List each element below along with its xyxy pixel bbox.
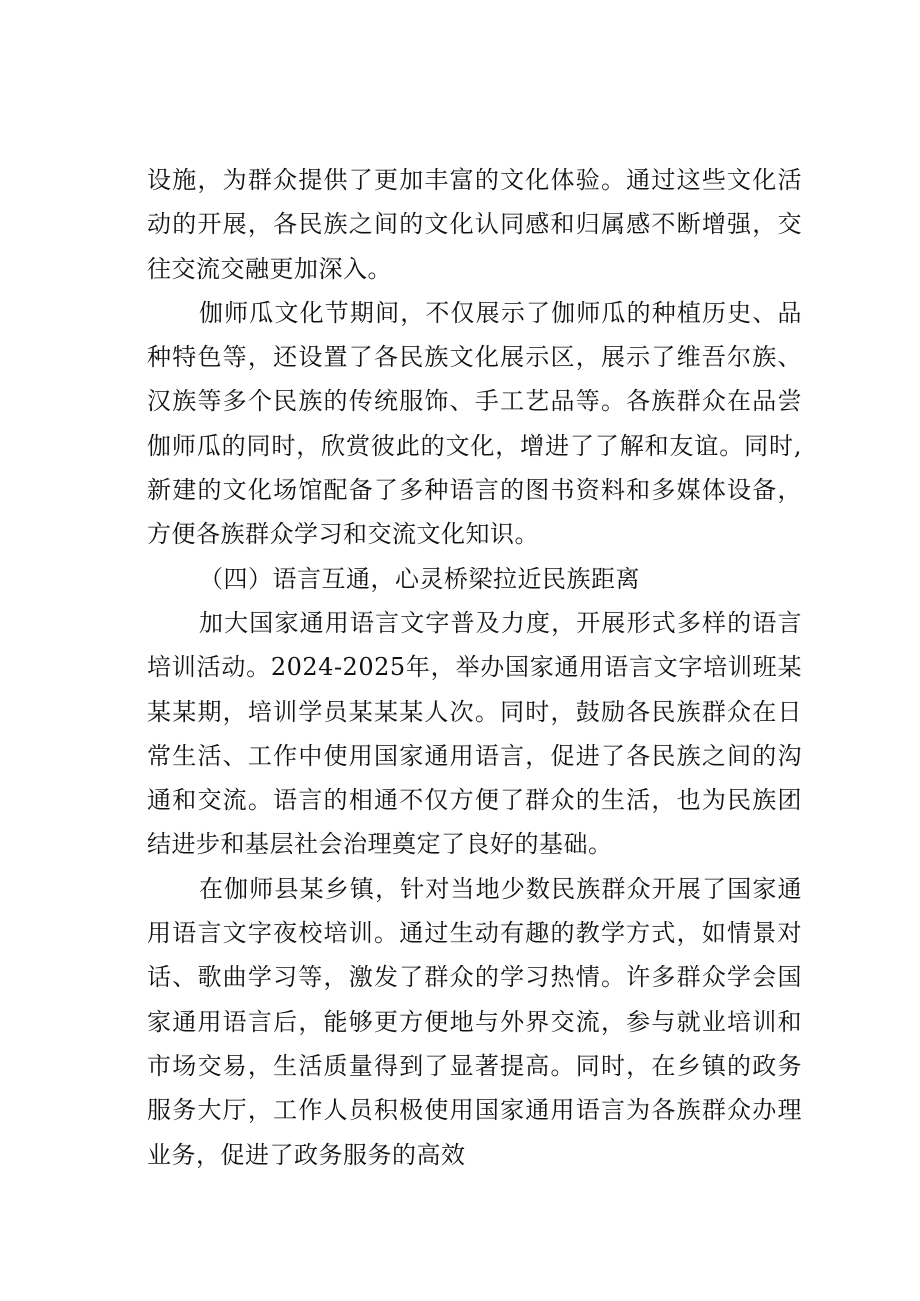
section-heading-language: （四）语言互通，心灵桥梁拉近民族距离 bbox=[199, 564, 640, 593]
paragraph-language-training: 加大国家通用语言文字普及力度，开展形式多样的语言培训活动。2024-2025年，举办国家通用语言文字培训班某某某期，培训学员某某某人次。同时，鼓励各民族群众在日常生活、工作中使用国家通用语言，促进了各民族之间的沟通和交流。语言的相通不仅方便了群众的生活，也为民族团结进步和基层社会治理奠定了良好的基础。 bbox=[147, 608, 802, 859]
paragraph-night-school: 在伽师县某乡镇，针对当地少数民族群众开展了国家通用语言文字夜校培训。通过生动有趣的教学方式，如情景对话、歌曲学习等，激发了群众的学习热情。许多群众学会国家通用语言后，能够更方便地与外界交流，参与就业培训和市场交易，生活质量得到了显著提高。同时，在乡镇的政务服务大厅，工作人员积极使用国家通用语言为各族群众办理业务，促进了政务服务的高效 bbox=[147, 874, 802, 1169]
paragraph-melon-festival: 伽师瓜文化节期间，不仅展示了伽师瓜的种植历史、品种特色等，还设置了各民族文化展示区，展示了维吾尔族、汉族等多个民族的传统服饰、手工艺品等。各族群众在品尝伽师瓜的同时，欣赏彼此的文化，增进了了解和友谊。同时,新建的文化场馆配备了多种语言的图书资料和多媒体设备，方便各族群众学习和交流文化知识。 bbox=[147, 298, 802, 549]
paragraph-continuation: 设施，为群众提供了更加丰富的文化体验。通过这些文化活动的开展，各民族之间的文化认同感和归属感不断增强，交往交流交融更加深入。 bbox=[147, 166, 802, 283]
document-body bbox=[147, 158, 802, 1177]
